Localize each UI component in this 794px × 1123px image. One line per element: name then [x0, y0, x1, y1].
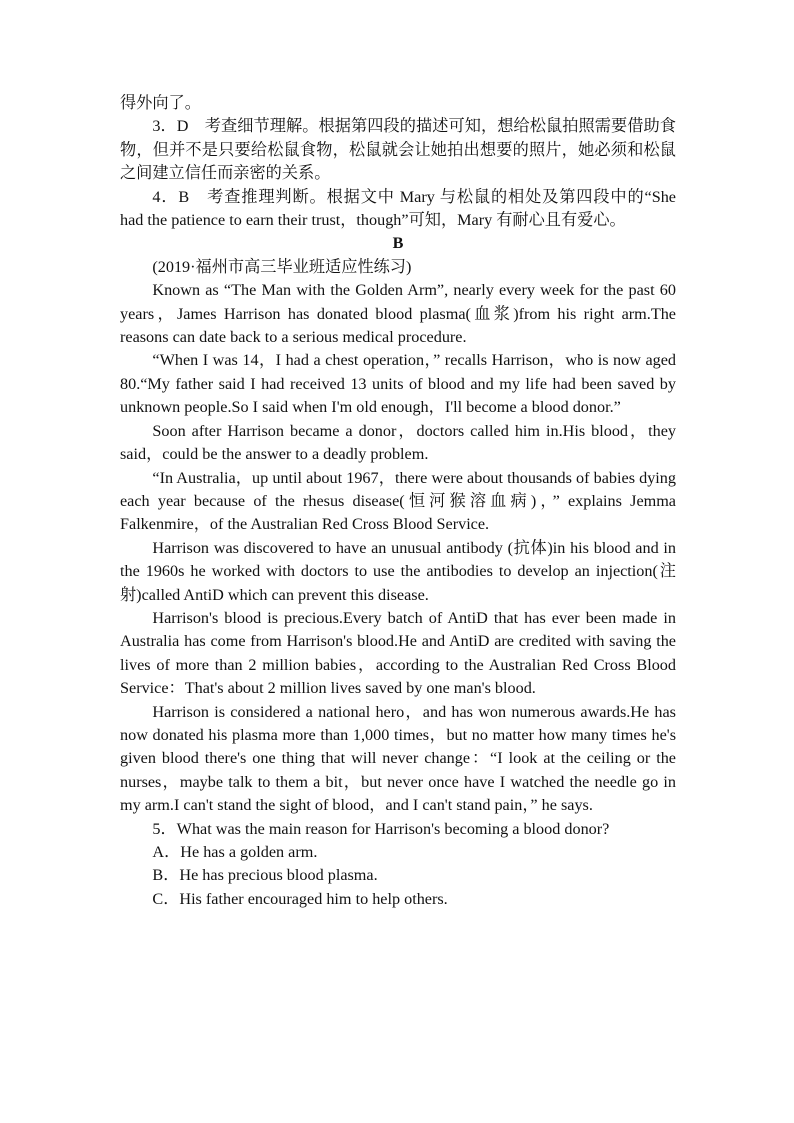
passage-paragraph: “When I was 14，I had a chest operation，” recalls Harrison，who is now aged 80.“My father said I had received 13 units of blood and my life had been saved by unknown people.So I said when I'm old enough，I'll become a blood donor.” [120, 351, 676, 417]
document-page [120, 92, 676, 911]
passage-paragraph: “In Australia，up until about 1967，there were about thousands of babies dying each year because of the rhesus disease(恒河猴溶血病)，” explains Jemma Falkenmire，of the Australian Red Cross Blood Service. [120, 468, 676, 534]
passage-paragraph: Harrison's blood is precious.Every batch of AntiD that has ever been made in Australia has come from Harrison's blood.He and AntiD are credited with saving the lives of more than 2 million babies，according to the Australian Red Cross Blood Service：That's about 2 million lives saved by one man's blood. [120, 608, 676, 698]
answer-4: 4．B 考查推理判断。根据文中 Mary 与松鼠的相处及第四段中的“She had the patience to earn their trust，though”可知，Mary 有耐心且有爱心。 [120, 187, 676, 230]
question-stem: 5．What was the main reason for Harrison's becoming a blood donor? [152, 819, 610, 838]
passage-paragraph: Harrison is considered a national hero，and has won numerous awards.He has now donated his plasma more than 1,000 times，but no matter how many times he's given blood there's one thing that will never change：“I look at the ceiling or the nurses，maybe talk to them a bit，but never once have I watched the needle go in my arm.I can't stand the sight of blood，and I can't stand pain，” he says. [120, 702, 676, 815]
answer-3: 3．D 考查细节理解。根据第四段的描述可知，想给松鼠拍照需要借助食物，但并不是只要给松鼠食物，松鼠就会让她拍出想要的照片，她必须和松鼠之间建立信任而亲密的关系。 [120, 117, 676, 183]
section-letter: B [392, 234, 404, 253]
passage-paragraph: Known as “The Man with the Golden Arm”, nearly every week for the past 60 years，James Harrison has donated blood plasma(血浆)from his right arm.The reasons can date back to a serious medical procedure. [120, 281, 676, 347]
section-source: (2019·福州市高三毕业班适应性练习) [152, 257, 412, 276]
question-option-c: C．His father encouraged him to help others. [152, 889, 448, 908]
answer-continuation: 得外向了。 [120, 94, 201, 112]
question-option-a: A．He has a golden arm. [152, 843, 318, 861]
passage-paragraph: Soon after Harrison became a donor，doctors called him in.His blood，they said，could be the answer to a deadly problem. [120, 421, 676, 464]
question-option-b: B．He has precious blood plasma. [152, 866, 378, 885]
passage-paragraph: Harrison was discovered to have an unusual antibody (抗体)in his blood and in the 1960s he worked with doctors to use the antibodies to develop an injection(注射)called AntiD which can prevent this disease. [120, 538, 676, 604]
